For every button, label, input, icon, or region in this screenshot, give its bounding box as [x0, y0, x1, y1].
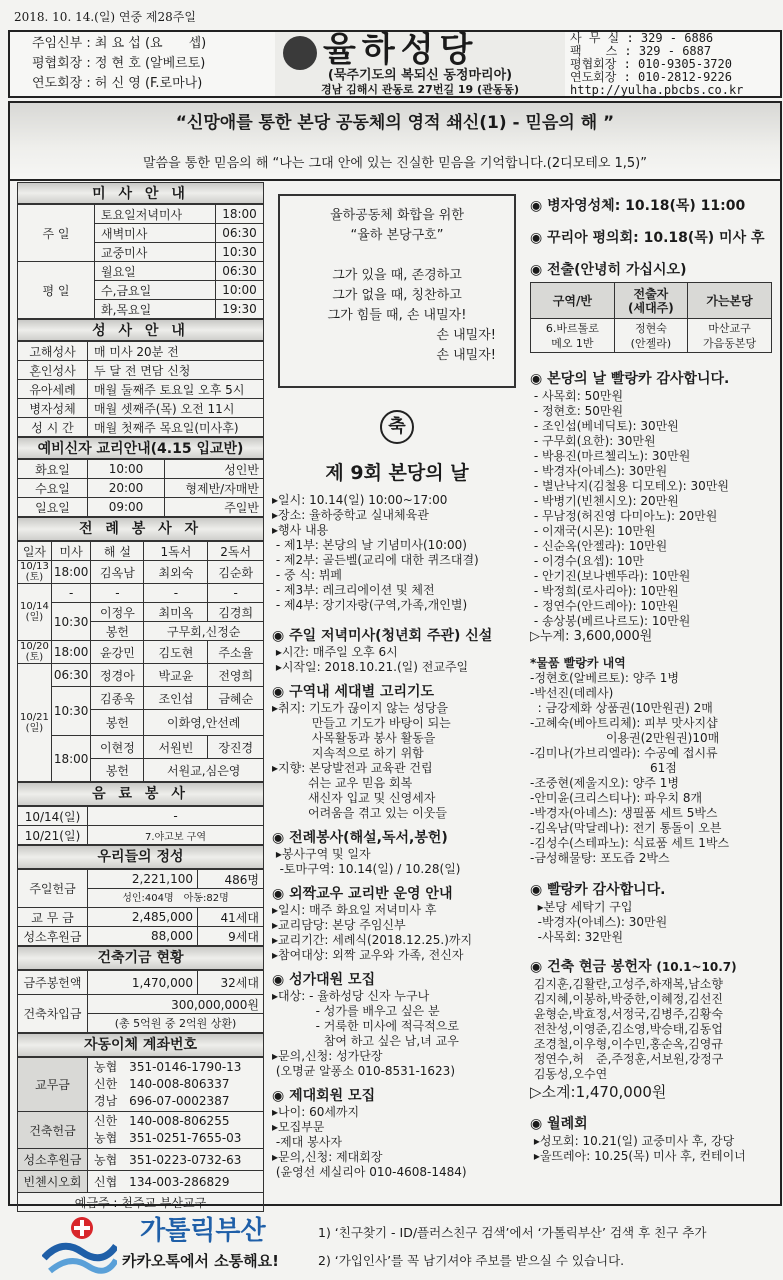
server-mass: 18:00 [51, 561, 91, 584]
brand-tagline: 카카오톡에서 소통해요! [122, 1252, 279, 1270]
offering-amount: 88,000 [88, 927, 198, 946]
thanks-item: -사목회: 32만원 [530, 930, 624, 944]
builders-line: 김동성,오수연 [530, 1067, 608, 1081]
goods-item: -박경자(아녜스): 생필품 세트 5박스 [530, 806, 718, 820]
section-title: ◉ 성가대원 모집 [272, 972, 376, 988]
account-label: 건축헌금 [18, 1112, 88, 1149]
offering-count: 9세대 [198, 927, 264, 946]
building-title: 건축기금 현황 [17, 946, 264, 970]
sacraments-table [17, 341, 264, 437]
mass-weekday-label: 평 일 [18, 262, 95, 319]
building-amount: 1,470,000 [88, 971, 198, 995]
section-item: ▸일시: 매주 화요일 저녁미사 후 [272, 903, 437, 917]
offering-count: 41세대 [198, 908, 264, 927]
thanks-item: -박경자(아녜스): 30만원 [530, 915, 668, 929]
moveout-parish: 마산교구 가음동본당 [688, 319, 772, 353]
moveout-table [530, 282, 772, 353]
section-item: ▸취지: 기도가 끊이지 않는 성당을 [272, 701, 449, 715]
mass-table [17, 204, 264, 319]
monthly-title: ◉ 월례회 [530, 1116, 588, 1132]
theme-title: “신망애를 통한 본당 공동체의 영적 쇄신(1) - 믿음의 해 ” [175, 113, 615, 133]
builders-line: 정연수,허 준,주정훈,서보원,강정구 [530, 1052, 724, 1066]
mass-time: 06:30 [216, 224, 264, 243]
server-mass: 10:30 [51, 687, 91, 736]
server-name: 최외숙 [144, 561, 208, 584]
server-role: 봉헌 [91, 759, 144, 782]
donation-item: - 조인섭(베네딕토): 30만원 [530, 419, 679, 433]
account-label: 빈첸시오회 [18, 1171, 88, 1193]
donations-list [530, 389, 778, 629]
section-item: - 성가를 배우고 싶은 분 [272, 1004, 440, 1018]
sacrament-info: 매월 둘째주 토요일 오후 5시 [88, 380, 264, 399]
kakao-step-1: 1) ‘친구찾기 - ID/플러스친구 검색’에서 ‘가톨릭부산’ 검색 후 친구 추가 [318, 1225, 707, 1240]
mass-name: 수,금요일 [95, 281, 216, 300]
slogan-line: 손 내밀자! [436, 348, 496, 363]
server-name: 이현정 [91, 736, 144, 759]
section-item: ▸문의,신청: 제대회장 [272, 1150, 383, 1164]
server-name: 구무회,신정순 [144, 622, 264, 641]
server-name: - [91, 584, 144, 603]
loan-amount: 300,000,000원 [88, 995, 264, 1014]
server-date: 10/14 (일) [18, 584, 52, 641]
offering-label: 교 무 금 [18, 908, 88, 927]
kakao-footer [0, 1206, 783, 1280]
donation-item: - 박정희(로사리아): 10만원 [530, 584, 679, 598]
anniversary-item: - 제3부: 레크리에이션 및 체전 [272, 583, 435, 597]
server-role: 봉헌 [91, 710, 144, 736]
accounts-table [17, 1057, 264, 1212]
donation-item: - 박경자(아녜스): 30만원 [530, 464, 668, 478]
section-item: (윤영선 세실리아 010-4608-1484) [272, 1165, 467, 1179]
server-name: 서원빈 [144, 736, 208, 759]
monthly-item: ▸울뜨레아: 10.25(목) 미사 후, 컨테이너 [530, 1149, 746, 1163]
server-name: - [144, 584, 208, 603]
section-title: ◉ 외짝교우 교리반 운영 안내 [272, 886, 453, 902]
server-mass: - [51, 584, 91, 603]
offering-amount: 2,221,100 [88, 870, 198, 889]
section-title: ◉ 전례봉사(해설,독서,봉헌) [272, 830, 448, 846]
server-name: 김도현 [144, 641, 208, 664]
anniversary-item: - 중 식: 뷔페 [272, 568, 342, 582]
building-label: 건축차입금 [18, 995, 88, 1033]
curia-meeting: ◉ 꾸리아 평의회: 10.18(목) 미사 후 [530, 230, 765, 246]
server-mass: 10:30 [51, 603, 91, 641]
server-name: 서원교,심은영 [144, 759, 264, 782]
section-item: -제대 봉사자 [272, 1135, 342, 1149]
account-numbers: 신협 134-003-286829 [88, 1171, 264, 1193]
section-body [272, 989, 522, 1079]
catechism-time: 20:00 [88, 479, 165, 498]
donation-item: - 박용진(마르첼리노): 30만원 [530, 449, 691, 463]
donation-item: - 정연수(안드레아): 10만원 [530, 599, 679, 613]
account-label: 교무금 [18, 1058, 88, 1112]
server-name: 박교윤 [144, 664, 208, 687]
date-line: 2018. 10. 14.(일) 연중 제28주일 [14, 10, 196, 24]
servers-table [17, 541, 264, 782]
council-president: 평협회장 : 정 현 호 (알베르토) [32, 56, 206, 71]
section-body [272, 903, 522, 963]
server-name: 김옥남 [91, 561, 144, 584]
col-header: 1독서 [144, 542, 208, 561]
section-item: 새신자 입교 및 신영세자 [272, 791, 436, 805]
sacrament-info: 매 미사 20분 전 [88, 342, 264, 361]
goods-item: -김옥남(막달레나): 전기 통돌이 오븐 [530, 821, 722, 835]
col-header: 2독서 [208, 542, 264, 561]
catechism-day: 화요일 [18, 460, 88, 479]
mass-name: 월요일 [95, 262, 216, 281]
catechism-day: 수요일 [18, 479, 88, 498]
slogan-line: 손 내밀자! [436, 328, 496, 343]
offering-table [17, 869, 264, 946]
goods-item: -박선진(데레사) [530, 686, 614, 700]
sacrament-name: 혼인성사 [18, 361, 88, 380]
mass-title: 미 사 안 내 [17, 182, 264, 204]
catechism-time: 10:00 [88, 460, 165, 479]
donation-item: - 신순옥(안젤라): 10만원 [530, 539, 668, 553]
server-name: 최미옥 [144, 603, 208, 622]
section-item: 사목활동과 봉사 활동을 [272, 731, 436, 745]
section-body [272, 847, 522, 877]
slogan-line: 그가 있을 때, 존경하고 [332, 268, 462, 283]
drinks-table [17, 806, 264, 845]
moveout-title: ◉ 전출(안녕히 가십시오) [530, 262, 687, 278]
server-mass: 18:00 [51, 641, 91, 664]
server-date: 10/21 (일) [18, 664, 52, 782]
mass-name: 토요일저녁미사 [95, 205, 216, 224]
donation-item: - 구무회(요한): 30만원 [530, 434, 656, 448]
goods-item: 이용권(2만원권)10매 [530, 731, 720, 745]
church-header [8, 30, 782, 98]
server-name: 이화영,안선례 [144, 710, 264, 736]
server-name: 김경희 [208, 603, 264, 622]
section-title: ◉ 주일 저녁미사(청년회 주관) 신설 [272, 628, 493, 644]
server-name: 조인섭 [144, 687, 208, 710]
slogan-line: 그가 힘들 때, 손 내밀자! [327, 308, 467, 323]
anniversary-item: ▸행사 내용 [272, 523, 329, 537]
account-numbers: 농협 351-0146-1790-13 신한 140-008-806337 경남 696-07-0002387 [88, 1058, 264, 1112]
server-name: 김순화 [208, 561, 264, 584]
loan-note: (총 5억원 중 2억원 상환) [88, 1014, 264, 1033]
thanks-title: ◉ 빨랑카 감사합니다. [530, 882, 666, 898]
offering-amount: 2,485,000 [88, 908, 198, 927]
anniversary-list [272, 493, 522, 613]
catechism-day: 일요일 [18, 498, 88, 517]
monthly-item: ▸성모회: 10.21(일) 교중미사 후, 강당 [530, 1134, 735, 1148]
col-header: 일자 [18, 542, 52, 561]
donation-item: - 이경수(요셉): 10만 [530, 554, 645, 568]
donation-item: - 정현호: 50만원 [530, 404, 624, 418]
builders-title: ◉ 건축 현금 봉헌자 [530, 959, 652, 975]
server-name: 정경아 [91, 664, 144, 687]
section-item: ▸문의,신청: 성가단장 [272, 1049, 383, 1063]
donation-item: - 이재국(시몬): 10만원 [530, 524, 656, 538]
anniversary-item: - 제4부: 장기자랑(구역,가족,개인별) [272, 598, 468, 612]
sacrament-info: 두 달 전 면담 신청 [88, 361, 264, 380]
celebration-emblem-icon [371, 410, 423, 450]
catechism-table [17, 459, 264, 517]
section-item: ▸교리담당: 본당 주임신부 [272, 918, 406, 932]
brand-name: 가톨릭부산 [140, 1216, 266, 1246]
goods-item: -김성수(스테파노): 식료품 세트 1박스 [530, 836, 730, 850]
sacraments-title: 성 사 안 내 [17, 319, 264, 341]
section-title: ◉ 제대회원 모집 [272, 1088, 376, 1104]
middle-sections [272, 627, 522, 1180]
section-item: 만들고 기도가 바탕이 되는 [272, 716, 451, 730]
catechism-title: 예비신자 교리안내(4.15 입교반) [17, 437, 264, 459]
contact-yeondo: 연도회장 : 010-2812-9226 [570, 70, 732, 84]
donation-item: - 안기진(보나벤뚜라): 10만원 [530, 569, 691, 583]
thanks-list [530, 900, 778, 945]
theme-subtitle: 말씀을 통한 믿음의 해 “나는 그대 안에 있는 진실한 믿음을 기억합니다.(2디모테오 1,5)” [142, 156, 647, 171]
catechism-class: 형제반/자매반 [165, 479, 264, 498]
server-name: 주소율 [208, 641, 264, 664]
sacrament-name: 성 시 간 [18, 418, 88, 437]
section-body [272, 1105, 522, 1180]
theme-banner [8, 101, 782, 181]
donation-item: - 별난낙지(김철용 디모테오): 30만원 [530, 479, 729, 493]
section-item: - 거룩한 미사에 적극적으로 [272, 1019, 459, 1033]
drinks-date: 10/21(일) [18, 826, 88, 845]
sacrament-name: 병자성체 [18, 399, 88, 418]
middle-column [272, 182, 522, 1180]
drinks-date: 10/14(일) [18, 807, 88, 826]
slogan-heading: 율하공동체 화합을 위한 [330, 208, 464, 223]
server-name: 김종욱 [91, 687, 144, 710]
monthly-list [530, 1134, 778, 1164]
emblem-text: 축 [380, 410, 414, 444]
col-header: 가는본당 [688, 283, 772, 319]
server-name: 장진경 [208, 736, 264, 759]
section-item: ▸나이: 60세까지 [272, 1105, 360, 1119]
mass-time: 10:30 [216, 243, 264, 262]
offering-count: 486명 [198, 870, 264, 889]
account-numbers: 신한 140-008-806255 농협 351-0251-7655-03 [88, 1112, 264, 1149]
server-date: 10/20 (토) [18, 641, 52, 664]
section-item: ▸교리기간: 세례식(2018.12.25.)까지 [272, 933, 473, 947]
goods-item: -김미나(가브리엘라): 수공예 접시류 [530, 746, 718, 760]
builders-line: 김지혜,이봉하,박중한,이혜정,김선진 [530, 992, 723, 1006]
server-mass: 06:30 [51, 664, 91, 687]
server-name: 금혜순 [208, 687, 264, 710]
donation-item: - 사목회: 50만원 [530, 389, 624, 403]
mass-name: 새벽미사 [95, 224, 216, 243]
account-holder: 예금주 : 천주교 부산교구 [18, 1193, 264, 1212]
builders-line: 윤형순,박효정,서정국,김병주,김황숙 [530, 1007, 723, 1021]
goods-title: *물품 빨랑카 내역 [530, 656, 626, 670]
anniversary-item: - 제2부: 골든벨(교리에 대한 퀴즈대결) [272, 553, 479, 567]
sick-communion: ◉ 병자영성체: 10.18(목) 11:00 [530, 198, 746, 214]
donation-item: - 무남정(허진영 다미아노): 20만원 [530, 509, 718, 523]
offering-breakdown: 성인:404명 아동:82명 [88, 889, 264, 908]
website-link[interactable]: http://yulha.pbcbs.co.kr [570, 83, 744, 97]
builders-line: 전찬성,이영준,김소영,박승태,김동업 [530, 1022, 723, 1036]
server-role: 봉헌 [91, 622, 144, 641]
offering-label: 성소후원금 [18, 927, 88, 946]
mass-time: 10:00 [216, 281, 264, 300]
church-name: 율하성당 [323, 30, 479, 70]
mass-name: 교중미사 [95, 243, 216, 262]
donations-title: ◉ 본당의 날 빨랑카 감사합니다. [530, 371, 730, 387]
account-label: 성소후원금 [18, 1149, 88, 1171]
section-title: ◉ 구역내 세대별 고리기도 [272, 684, 435, 700]
goods-item: -조중현(제울지오): 양주 1병 [530, 776, 679, 790]
offering-label: 주일헌금 [18, 870, 88, 908]
anniversary-item: ▸장소: 율하중학교 실내체육관 [272, 508, 429, 522]
mass-name: 화,목요일 [95, 300, 216, 319]
mass-time: 06:30 [216, 262, 264, 281]
server-mass: 18:00 [51, 736, 91, 782]
sacrament-info: 매월 셋째주(목) 오전 11시 [88, 399, 264, 418]
contact-fax: 팩 스 : 329 - 6887 [570, 44, 712, 58]
catechism-class: 성인반 [165, 460, 264, 479]
sacrament-name: 고해성사 [18, 342, 88, 361]
builders-line: 조경철,이우형,이수민,홍순옥,김영규 [530, 1037, 723, 1051]
section-item: 어려움을 겪고 있는 이웃들 [272, 806, 447, 820]
account-numbers: 농협 351-0223-0732-63 [88, 1149, 264, 1171]
section-item: (오명균 알퐁소 010-8531-1623) [272, 1064, 456, 1078]
col-header: 해 설 [91, 542, 144, 561]
goods-list [530, 671, 778, 866]
accounts-title: 자동이체 계좌번호 [17, 1033, 264, 1057]
pastor: 주임신부 : 최 요 섭 (요 셉) [32, 36, 207, 51]
address: 경남 김해시 관동로 27번길 19 (관동동) [321, 83, 519, 96]
church-logo-icon [283, 36, 317, 70]
servers-title: 전 례 봉 사 자 [17, 517, 264, 541]
contact-council: 평협회장 : 010-9305-3720 [570, 57, 732, 71]
section-item: 지속적으로 하기 위함 [272, 746, 424, 760]
right-column [530, 182, 778, 1164]
yeondo-president: 연도회장 : 허 신 영 (F.로마나) [32, 76, 203, 91]
left-column [17, 182, 264, 1212]
thanks-item: ▸본당 세탁기 구입 [530, 900, 633, 914]
section-item: ▸시작일: 2018.10.21.(일) 전교주일 [272, 660, 469, 674]
section-item: -토마구역: 10.14(일) / 10.28(일) [272, 862, 461, 876]
section-item: ▸봉사구역 및 일자 [272, 847, 371, 861]
section-item: 쉬는 교우 믿음 회복 [272, 776, 413, 790]
col-header: 미사 [51, 542, 91, 561]
builders-subtotal: ▷소계:1,470,000원 [530, 1083, 667, 1101]
section-item: ▸지향: 본당발전과 교육관 건립 [272, 761, 433, 775]
drinks-title: 음 료 봉 사 [17, 782, 264, 806]
goods-item: -고혜숙(베아트리체): 피부 맛사지샵 [530, 716, 718, 730]
section-item: ▸모집부문 [272, 1120, 325, 1134]
sacrament-info: 매월 첫째주 목요일(미사후) [88, 418, 264, 437]
patron: (묵주기도의 복되신 동정마리아) [327, 68, 513, 83]
server-name: 이정우 [91, 603, 144, 622]
goods-item: 61점 [530, 761, 677, 775]
building-count: 32세대 [198, 971, 264, 995]
catechism-time: 09:00 [88, 498, 165, 517]
mass-time: 19:30 [216, 300, 264, 319]
slogan-line: 그가 없을 때, 칭찬하고 [332, 288, 462, 303]
server-name: 윤강민 [91, 641, 144, 664]
drinks-team: - [88, 807, 264, 826]
builders-line: 김지훈,김활란,고성주,하재복,남소향 [530, 977, 723, 991]
slogan-heading: “율하 본당구호” [350, 228, 444, 243]
col-header: 전출자 (세대주) [614, 283, 687, 319]
section-item: ▸대상: - 율하성당 신자 누구나 [272, 989, 430, 1003]
server-name: 전영희 [208, 664, 264, 687]
goods-item: -안미윤(크리스티나): 파우치 8개 [530, 791, 703, 805]
slogan-box [278, 194, 516, 388]
contact-office: 사 무 실 : 329 - 6886 [570, 31, 714, 45]
moveout-person: 정현숙 (안젤라) [614, 319, 687, 353]
drinks-team: 7.야고보 구역 [88, 826, 264, 845]
section-item: ▸시간: 매주일 오후 6시 [272, 645, 398, 659]
goods-item: : 금강제화 상품권(10만원권) 2매 [530, 701, 713, 715]
mass-sunday-label: 주 일 [18, 205, 95, 262]
moveout-district: 6.바르톨로 메오 1반 [531, 319, 615, 353]
donations-total: ▷누계: 3,600,000원 [530, 629, 653, 644]
catechism-class: 주일반 [165, 498, 264, 517]
builders-period: (10.1~10.7) [656, 960, 737, 974]
server-date: 10/13 (토) [18, 561, 52, 584]
building-table [17, 970, 264, 1033]
donation-item: - 송상봉(베르나르도): 10만원 [530, 614, 691, 628]
goods-item: -정현호(알베르토): 양주 1병 [530, 671, 679, 685]
section-item: ▸참여대상: 외짝 교우와 가족, 전신자 [272, 948, 464, 962]
anniversary-title: 제 9회 본당의 날 [325, 462, 469, 484]
church-title-block [275, 32, 565, 96]
section-body [272, 645, 522, 675]
offering-title: 우리들의 정성 [17, 845, 264, 869]
sacrament-name: 유아세례 [18, 380, 88, 399]
catholic-busan-logo-icon [42, 1216, 117, 1276]
anniversary-item: - 제1부: 본당의 날 기념미사(10:00) [272, 538, 467, 552]
goods-item: -금성해물탕: 포도즙 2박스 [530, 851, 670, 865]
col-header: 구역/반 [531, 283, 615, 319]
anniversary-item: ▸일시: 10.14(일) 10:00~17:00 [272, 493, 448, 507]
donation-item: - 박병기(빈첸시오): 20만원 [530, 494, 679, 508]
mass-time: 18:00 [216, 205, 264, 224]
section-body [272, 701, 522, 821]
section-item: 참여 하고 싶은 남,녀 교우 [272, 1034, 459, 1048]
server-name: - [208, 584, 264, 603]
kakao-step-2: 2) ‘가입인사’를 꼭 남기셔야 주보를 받으실 수 있습니다. [318, 1253, 625, 1268]
builders-list [530, 977, 778, 1082]
building-label: 금주봉헌액 [18, 971, 88, 995]
